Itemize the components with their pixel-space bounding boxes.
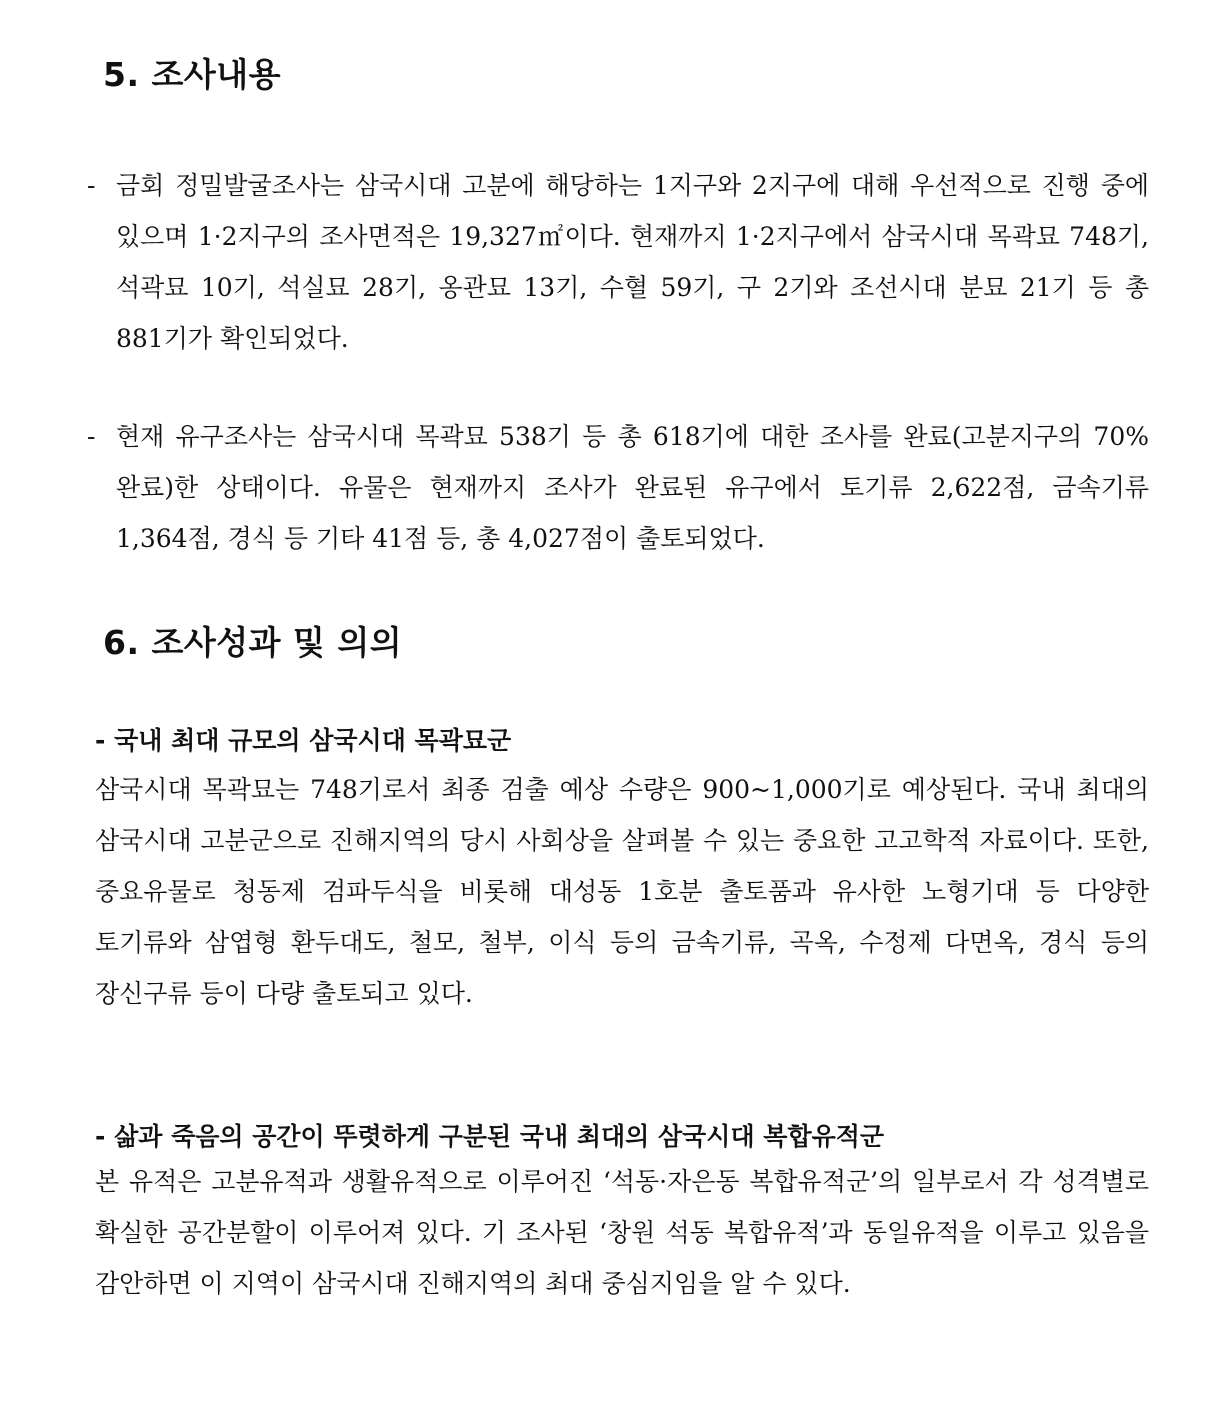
subsection-1-heading: - 국내 최대 규모의 삼국시대 목곽묘군 xyxy=(95,726,512,755)
section-5-bullet-1 xyxy=(87,160,1149,364)
bullet-dash: - xyxy=(87,422,96,451)
subsection-2-body: 본 유적은 고분유적과 생활유적으로 이루어진 ‘석동·자은동 복합유적군’의 일부로서 각 성격별로 확실한 공간분할이 이루어져 있다. 기 조사된 ‘창원 석동 복합유적’과 동일유적을 이루고 있음을 감안하면 이 지역이 삼국시대 진해지역의 최대 중심지임을 알 수 있다. xyxy=(95,1167,1149,1298)
section-5-title: 5. 조사내용 xyxy=(103,55,281,94)
bullet-dash: - xyxy=(87,171,96,200)
subsection-1-body: 삼국시대 목곽묘는 748기로서 최종 검출 예상 수량은 900~1,000기로 예상된다. 국내 최대의 삼국시대 고분군으로 진해지역의 당시 사회상을 살펴볼 수 있는 중요한 고고학적 자료이다. 또한, 중요유물로 청동제 검파두식을 비롯해 대성동 1호분 출토품과 유사한 노형기대 등 다양한 토기류와 삼엽형 환두대도, 철모, 철부, 이식 등의 금속기류, 곡옥, 수정제 다면옥, 경식 등의 장신구류 등이 다량 출토되고 있다. xyxy=(95,775,1149,1008)
section-5-bullet-2 xyxy=(87,411,1149,564)
bullet-text: 현재 유구조사는 삼국시대 목곽묘 538기 등 총 618기에 대한 조사를 완료(고분지구의 70% 완료)한 상태이다. 유물은 현재까지 조사가 완료된 유구에서 토기류 2,622점, 금속기류 1,364점, 경식 등 기타 41점 등, 총 4,027점이 출토되었다. xyxy=(116,422,1149,553)
subsection-2-heading: - 삶과 죽음의 공간이 뚜렷하게 구분된 국내 최대의 삼국시대 복합유적군 xyxy=(95,1122,885,1151)
section-6-title: 6. 조사성과 및 의의 xyxy=(103,623,403,662)
bullet-text: 금회 정밀발굴조사는 삼국시대 고분에 해당하는 1지구와 2지구에 대해 우선적으로 진행 중에 있으며 1·2지구의 조사면적은 19,327㎡이다. 현재까지 1·2지구에서 삼국시대 목곽묘 748기, 석곽묘 10기, 석실묘 28기, 옹관묘 13기, 수혈 59기, 구 2기와 조선시대 분묘 21기 등 총 881기가 확인되었다. xyxy=(116,171,1149,353)
